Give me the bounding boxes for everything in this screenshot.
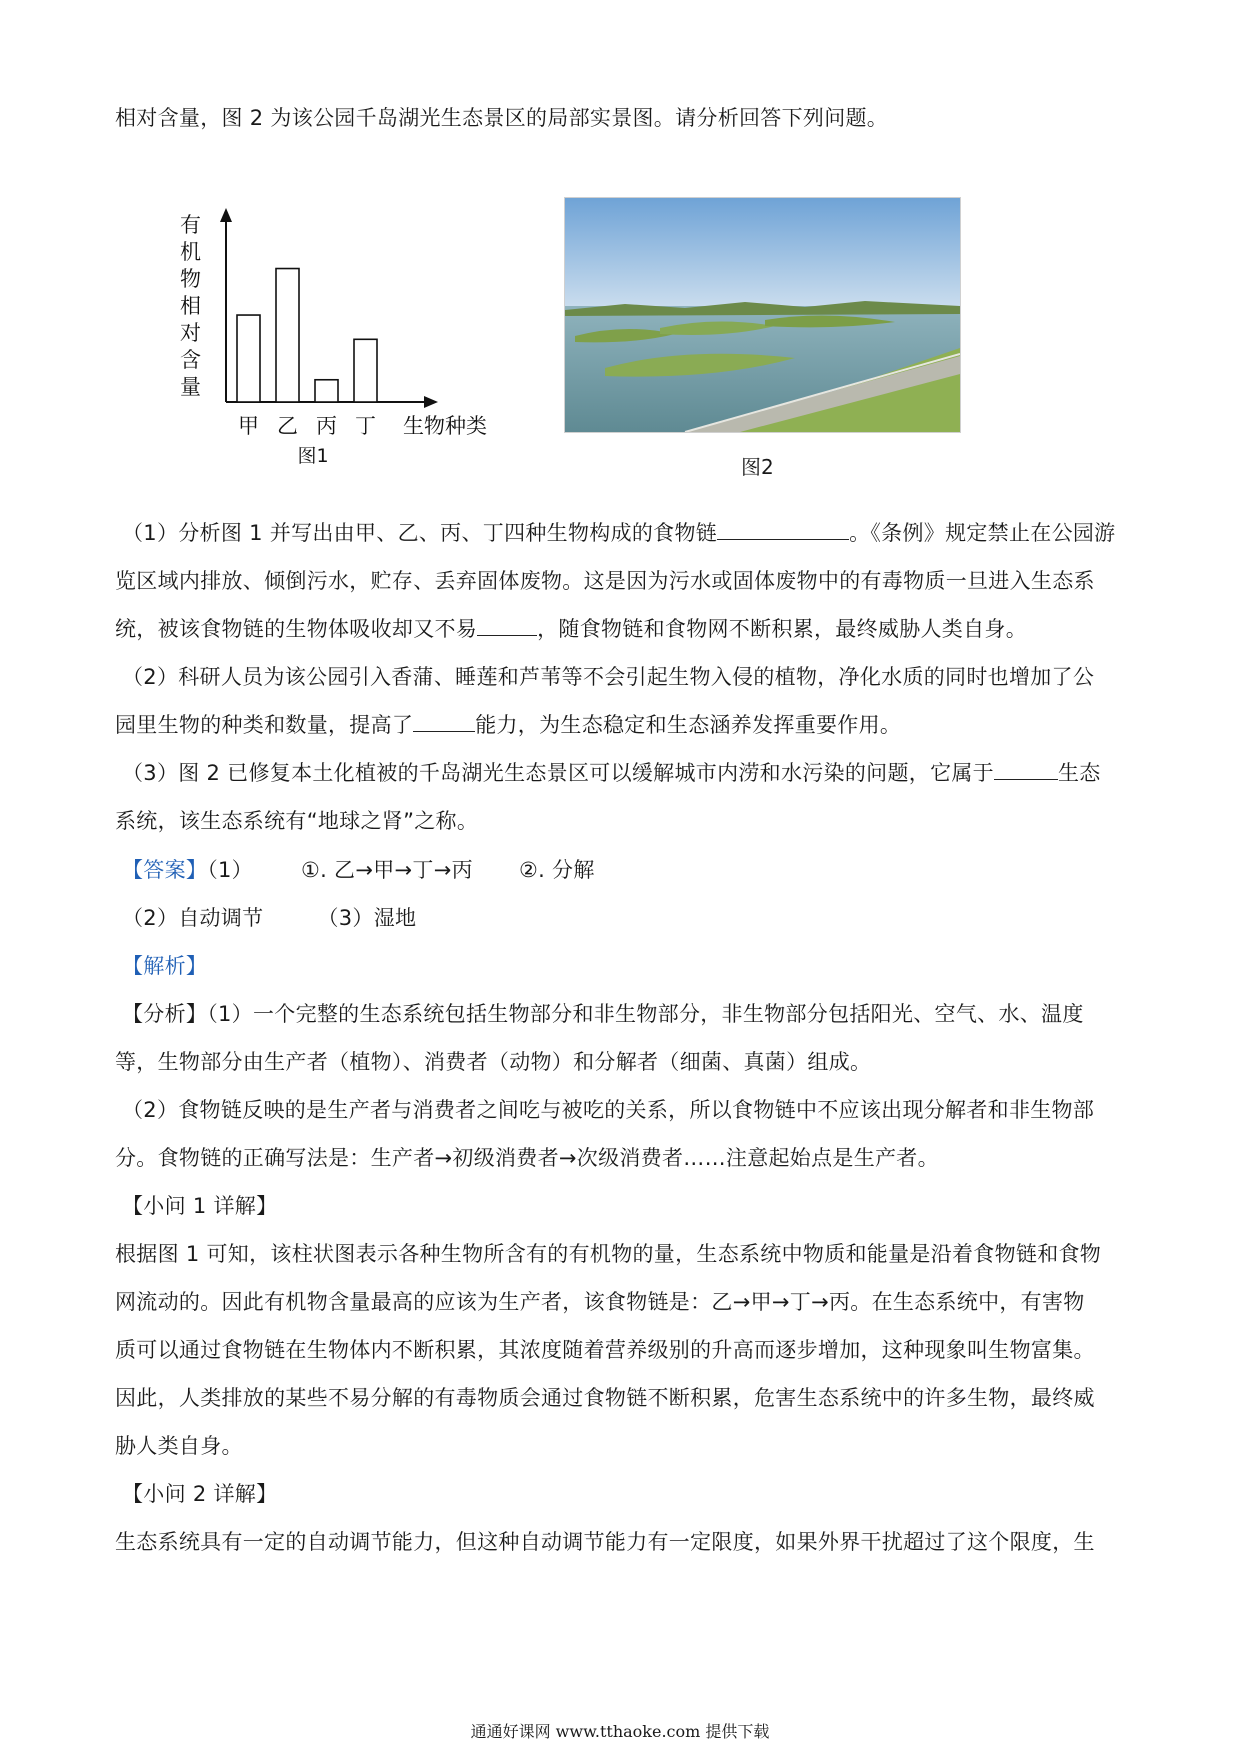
detail2-line: 生态系统具有一定的自动调节能力，但这种自动调节能力有一定限度，如果外界干扰超过了这个限度，生: [115, 1530, 1095, 1554]
bar-乙: [276, 269, 299, 402]
answer-blank: [717, 519, 849, 540]
answer-1b: ②. 分解: [518, 858, 595, 882]
answer-line1: [122, 855, 1132, 885]
figure2-lake-photo: [565, 198, 960, 432]
q3-text: 生态: [1057, 761, 1101, 785]
chart-ylabel-char: 相: [180, 294, 201, 318]
figure1-caption: 图1: [297, 445, 329, 467]
answer-line2: [122, 903, 1132, 933]
analysis-p1-line1: [122, 999, 1132, 1029]
x-tick-label: 丁: [355, 414, 376, 438]
answer-blank: [413, 711, 475, 732]
x-axis-arrow: [424, 396, 438, 408]
q3-line2: 系统，该生态系统有“地球之肾”之称。: [115, 809, 479, 833]
chart-xlabel: 生物种类: [403, 414, 487, 438]
q3-text: （3）图 2 已修复本土化植被的千岛湖光生态景区可以缓解城市内涝和水污染的问题，它属于: [122, 761, 994, 785]
q1-text: 。《条例》规定禁止在公园游: [849, 521, 1116, 545]
detail1-label: 【小问 1 详解】: [122, 1194, 278, 1218]
analysis-p2-line1: （2）食物链反映的是生产者与消费者之间吃与被吃的关系，所以食物链中不应该出现分解者和非生物部: [122, 1098, 1095, 1122]
analysis-p2-line2: 分。食物链的正确写法是：生产者→初级消费者→次级消费者……注意起始点是生产者。: [115, 1146, 939, 1170]
q1-line2: 览区域内排放、倾倒污水，贮存、丢弃固体废物。这是因为污水或固体废物中的有毒物质一旦进入生态系: [115, 569, 1095, 593]
answer-2: （2）自动调节: [122, 906, 264, 930]
bar-丙: [315, 380, 338, 402]
chart-bars: [237, 269, 377, 402]
analysis-label: 【解析】: [122, 954, 208, 978]
q2-line1: （2）科研人员为该公园引入香蒲、睡莲和芦苇等不会引起生物入侵的植物，净化水质的同时也增加了公: [122, 665, 1095, 689]
analysis-p1-line2: 等，生物部分由生产者（植物）、消费者（动物）和分解者（细菌、真菌）组成。: [115, 1050, 872, 1074]
answer-blank: [477, 615, 537, 636]
detail1-line: 网流动的。因此有机物含量最高的应该为生产者，该食物链是：乙→甲→丁→丙。在生态系统中，有害物: [115, 1290, 1085, 1314]
intro-text: 相对含量，图 2 为该公园千岛湖光生态景区的局部实景图。请分析回答下列问题。: [115, 106, 889, 130]
detail1-line: 质可以通过食物链在生物体内不断积累，其浓度随着营养级别的升高而逐步增加，这种现象叫生物富集。: [115, 1338, 1095, 1362]
sky: [565, 198, 960, 313]
chart-ylabel-char: 物: [180, 267, 201, 291]
chart-ylabel-char: 机: [180, 240, 201, 264]
answer-label: 【答案】: [122, 858, 208, 882]
bar-丁: [354, 339, 377, 402]
q1-line3: [115, 614, 1125, 644]
chart-ylabel-char: 含: [180, 348, 201, 372]
q1-text: （1）分析图 1 并写出由甲、乙、丙、丁四种生物构成的食物链: [122, 521, 718, 545]
x-tick-label: 丙: [316, 414, 337, 438]
q2-text: 能力，为生态稳定和生态涵养发挥重要作用。: [475, 713, 902, 737]
x-tick-label: 甲: [238, 414, 259, 438]
answer-blank: [994, 759, 1058, 780]
chart-ylabel-char: 量: [180, 375, 201, 399]
q1-line1: [122, 518, 1132, 548]
q2-text: 园里生物的种类和数量，提高了: [115, 713, 414, 737]
q1-text: 统，被该食物链的生物体吸收却又不易: [115, 617, 478, 641]
y-axis-arrow: [220, 208, 232, 222]
answer-1a: ①. 乙→甲→丁→丙: [300, 858, 473, 882]
page-footer: 通通好课网 www.tthaoke.com 提供下载: [470, 1722, 770, 1741]
chart-ylabel-char: 有: [180, 213, 201, 237]
q1-text: ，随食物链和食物网不断积累，最终威胁人类自身。: [537, 617, 1028, 641]
chart-ylabel: [180, 213, 201, 399]
figure1-bar-chart: [180, 200, 510, 470]
detail1-line: 因此，人类排放的某些不易分解的有毒物质会通过食物链不断积累，危害生态系统中的许多生物，最终威: [115, 1386, 1095, 1410]
answer-3: （3）湿地: [317, 906, 417, 930]
analysis-sub-label: 【分析】: [122, 1002, 208, 1026]
detail2-label: 【小问 2 详解】: [122, 1482, 278, 1506]
detail1-line: 胁人类自身。: [115, 1434, 243, 1458]
q3-line1: [122, 758, 1132, 788]
chart-ylabel-char: 对: [180, 321, 201, 345]
answer-num: （1）: [207, 858, 253, 882]
q2-line2: [115, 710, 1125, 740]
bar-甲: [237, 315, 260, 402]
detail1-line: 根据图 1 可知，该柱状图表示各种生物所含有的有机物的量，生态系统中物质和能量是沿着食物链和食物: [115, 1242, 1102, 1266]
x-tick-label: 乙: [277, 414, 298, 438]
chart-x-tick-labels: [238, 414, 376, 438]
analysis-text: （1）一个完整的生态系统包括生物部分和非生物部分，非生物部分包括阳光、空气、水、温度: [207, 1002, 1084, 1026]
figure2-caption: 图2: [741, 455, 774, 479]
